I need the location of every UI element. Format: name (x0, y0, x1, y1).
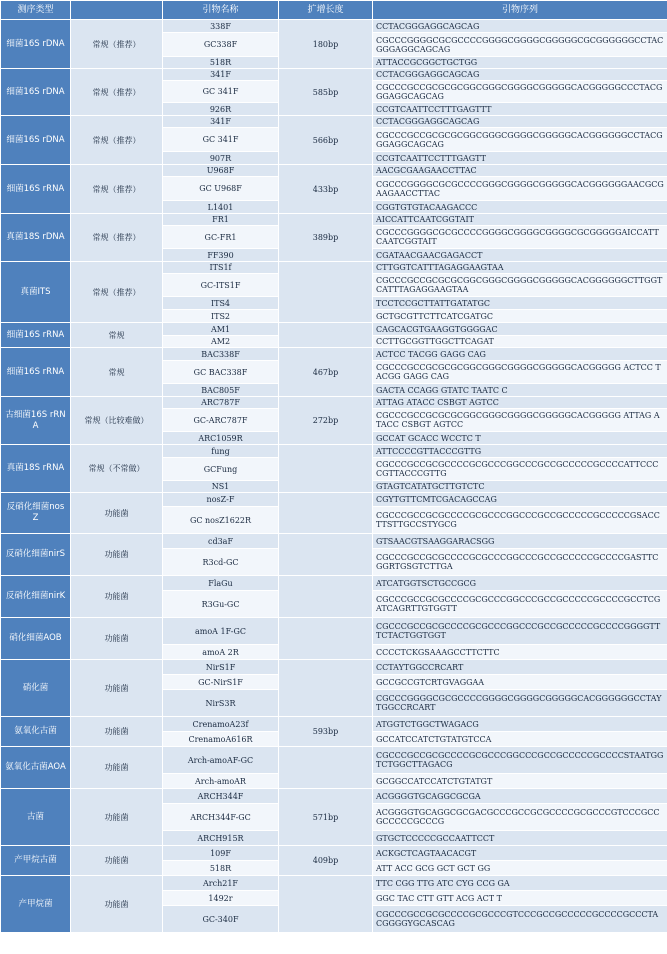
group-type-cell: 细菌16S rDNA (1, 20, 71, 69)
primer-sequence-cell: CGGTGTGTACAAGACCC (373, 201, 667, 214)
primer-row (1, 262, 667, 274)
primer-row (1, 445, 667, 458)
primer-name-cell: NirS1F (163, 660, 279, 675)
primer-name-cell: GC-340F (163, 906, 279, 933)
group-category-cell: 常规（不常做） (71, 445, 163, 493)
group-type-cell: 反硝化细菌nosZ (1, 493, 71, 534)
primer-sequence-cell: CCGTCAATTCCTTTGAGTTT (373, 103, 667, 116)
primer-sequence-cell: GTSAACGTSAAGGARACSGG (373, 534, 667, 549)
primer-name-cell: ARCH915R (163, 831, 279, 846)
group-type-cell: 细菌16S rRNA (1, 165, 71, 214)
primer-sequence-cell: CGCCCGCCGCGCCCCGCGCCCGGCCCGCCGCCCCCGCCCCSTAATGGTCTGGCTTAGACG (373, 747, 667, 774)
primer-row (1, 576, 667, 591)
primer-row (1, 20, 667, 33)
primer-sequence-cell: GCGGCCATCCATCTGTATGT (373, 774, 667, 789)
amplicon-length-cell: 467bp (279, 348, 373, 397)
amplicon-length-cell: 571bp (279, 789, 373, 846)
primer-sequence-cell: CGCCCGCCGCGCGCGGCGGGCGGGGCGGGGGCACGGGGG ACTCC TACGG GAGG CAG (373, 361, 667, 384)
primer-name-cell: Arch-amoAR (163, 774, 279, 789)
primer-name-cell: 338F (163, 20, 279, 33)
header-length: 扩增长度 (279, 1, 373, 20)
primer-row (1, 747, 667, 774)
primer-sequence-cell: CCTACGGGAGGCAGCAG (373, 69, 667, 81)
amplicon-length-cell (279, 618, 373, 660)
group-category-cell: 功能菌 (71, 576, 163, 618)
primer-name-cell: GC-ITS1F (163, 274, 279, 297)
group-type-cell: 产甲烷古菌 (1, 846, 71, 876)
primer-row (1, 69, 667, 81)
primer-sequence-cell: CGCCCGCCGCGCGCGGCGGGCGGGGCGGGGGCACGGGGG ATTAG ATACC CSBGT AGTCC (373, 409, 667, 432)
primer-name-cell: cd3aF (163, 534, 279, 549)
primer-name-cell: FR1 (163, 214, 279, 226)
group-type-cell: 产甲烷菌 (1, 876, 71, 933)
primer-row (1, 789, 667, 804)
primer-sequence-cell: GGC TAC CTT GTT ACG ACT T (373, 891, 667, 906)
primer-row (1, 348, 667, 361)
group-category-cell: 功能菌 (71, 789, 163, 846)
primer-sequence-cell: CGCCCGCCGCGCCCCGCGCCCGGCCCGCCGCCCCCGCCCCGCCTCGATCAGRTTGTGGTT (373, 591, 667, 618)
group-category-cell: 常规（比较难做） (71, 397, 163, 445)
primer-sequence-cell: ATTACCGCGGCTGCTGG (373, 57, 667, 69)
header-type: 测序类型 (1, 1, 71, 20)
primer-name-cell: Arch21F (163, 876, 279, 891)
primer-sequence-cell: CGCCCGCCGCGCGCGGCGGGCGGGGCGGGGGCACGGGGGGCCTACGGGAGGCAGCAG (373, 128, 667, 152)
primer-row (1, 534, 667, 549)
primer-row (1, 397, 667, 409)
primer-name-cell: 109F (163, 846, 279, 861)
header-row (1, 1, 667, 20)
primer-name-cell: 926R (163, 103, 279, 116)
amplicon-length-cell: 389bp (279, 214, 373, 262)
primer-name-cell: GC BAC338F (163, 361, 279, 384)
group-category-cell: 功能菌 (71, 846, 163, 876)
header-name: 引物名称 (163, 1, 279, 20)
primer-sequence-cell: CGCCCGGGGCGCGCCCCGGGCGGGGCGGGGGCACGGGGGGAACGCGAAGAACCTTAC (373, 177, 667, 201)
group-type-cell: 硝化细菌AOB (1, 618, 71, 660)
header-sequence: 引物序列 (373, 1, 667, 20)
primer-name-cell: AM1 (163, 323, 279, 336)
primer-name-cell: GC338F (163, 33, 279, 57)
primer-sequence-cell: TCCTCCGCTTATTGATATGC (373, 297, 667, 310)
primer-name-cell: ITS4 (163, 297, 279, 310)
group-category-cell: 常规（推荐） (71, 262, 163, 323)
primer-name-cell: 1492r (163, 891, 279, 906)
primer-sequence-cell: CAGCACGTGAAGGTGGGGAC (373, 323, 667, 336)
group-category-cell: 功能菌 (71, 618, 163, 660)
amplicon-length-cell: 566bp (279, 116, 373, 165)
primer-name-cell: 341F (163, 116, 279, 128)
primer-name-cell: FF390 (163, 249, 279, 262)
primer-name-cell: R3cd-GC (163, 549, 279, 576)
primer-sequence-cell: CTTGGTCATTTAGAGGAAGTAA (373, 262, 667, 274)
primer-row (1, 660, 667, 675)
group-type-cell: 反硝化细菌nirS (1, 534, 71, 576)
group-category-cell: 功能菌 (71, 717, 163, 747)
primer-sequence-cell: ATTCCCCGTTACCCGTTG (373, 445, 667, 458)
amplicon-length-cell (279, 445, 373, 493)
primer-sequence-cell: CGYTGTTCMTCGACAGCCAG (373, 493, 667, 507)
primer-sequence-cell: GCCGCCGTCRTGVAGGAA (373, 675, 667, 690)
primer-sequence-cell: CCCCTCKGSAAAGCCTTCTTC (373, 645, 667, 660)
primer-row (1, 876, 667, 891)
primer-sequence-cell: CCTACGGGAGGCAGCAG (373, 116, 667, 128)
primer-sequence-cell: CGCCCGCCGCGCGCGGCGGGCGGGGCGGGGGCACGGGGGCCCTACGGGAGGCAGCAG (373, 81, 667, 103)
primer-name-cell: NirS3R (163, 690, 279, 717)
primer-row (1, 116, 667, 128)
amplicon-length-cell: 593bp (279, 717, 373, 747)
group-category-cell: 常规（推荐） (71, 165, 163, 214)
group-type-cell: 古细菌16S rRNA (1, 397, 71, 445)
primer-sequence-cell: ATGGTCTGGCTWAGACG (373, 717, 667, 732)
group-category-cell: 功能菌 (71, 876, 163, 933)
group-category-cell: 常规（推荐） (71, 116, 163, 165)
amplicon-length-cell (279, 660, 373, 717)
primer-name-cell: fung (163, 445, 279, 458)
primer-sequence-cell: TTC CGG TTG ATC CYG CCG GA (373, 876, 667, 891)
amplicon-length-cell (279, 534, 373, 576)
primer-name-cell: GC 341F (163, 128, 279, 152)
primer-name-cell: GC 341F (163, 81, 279, 103)
primer-name-cell: AM2 (163, 336, 279, 348)
group-category-cell: 常规 (71, 323, 163, 348)
primer-name-cell: ARCH344F (163, 789, 279, 804)
primer-name-cell: L1401 (163, 201, 279, 214)
primer-name-cell: FlaGu (163, 576, 279, 591)
primer-sequence-cell: CCTACGGGAGGCAGCAG (373, 20, 667, 33)
primer-row (1, 165, 667, 177)
amplicon-length-cell: 272bp (279, 397, 373, 445)
group-type-cell: 细菌16S rDNA (1, 116, 71, 165)
primer-row (1, 618, 667, 645)
group-category-cell: 功能菌 (71, 534, 163, 576)
amplicon-length-cell: 409bp (279, 846, 373, 876)
group-type-cell: 氨氧化古菌AOA (1, 747, 71, 789)
primer-name-cell: 518R (163, 57, 279, 69)
primer-sequence-cell: CGCCCGCCGCGCCCCGCGCCCGGCCCGCCGCCCCCGCCCCATTCCCCGTTACCCGTTG (373, 458, 667, 481)
amplicon-length-cell (279, 493, 373, 534)
primer-name-cell: GC-ARC787F (163, 409, 279, 432)
group-type-cell: 真菌18S rRNA (1, 445, 71, 493)
primer-row (1, 846, 667, 861)
primer-sequence-cell: GTAGTCATATGCTTGTCTC (373, 481, 667, 493)
primer-name-cell: amoA 1F-GC (163, 618, 279, 645)
amplicon-length-cell: 433bp (279, 165, 373, 214)
amplicon-length-cell (279, 747, 373, 789)
primer-name-cell: 907R (163, 152, 279, 165)
primer-sequence-cell: CGCCCGCCGCGCCCCGCGCCCGGCCCGCCGCCCCCGCCCCGGGGTTTCTACTGGTGGT (373, 618, 667, 645)
group-type-cell: 细菌16S rRNA (1, 348, 71, 397)
primer-name-cell: 518R (163, 861, 279, 876)
primer-name-cell: ITS1f (163, 262, 279, 274)
amplicon-length-cell (279, 323, 373, 348)
primer-sequence-cell: ATTAG ATACC CSBGT AGTCC (373, 397, 667, 409)
amplicon-length-cell (279, 262, 373, 323)
group-type-cell: 真菌ITS (1, 262, 71, 323)
primer-name-cell: GCFung (163, 458, 279, 481)
primer-sequence-cell: ATT ACC GCG GCT GCT GG (373, 861, 667, 876)
primer-name-cell: CrenamoA23f (163, 717, 279, 732)
primer-sequence-cell: GACTA CCAGG GTATC TAATC C (373, 384, 667, 397)
group-category-cell: 常规（推荐） (71, 69, 163, 116)
primer-sequence-cell: GTGCTCCCCCGCCAATTCCT (373, 831, 667, 846)
primer-sequence-cell: CCGTCAATTCCTTTGAGTT (373, 152, 667, 165)
primer-sequence-cell: CCTTGCGGTTGGCTTCAGAT (373, 336, 667, 348)
primer-name-cell: GC nosZ1622R (163, 507, 279, 534)
primer-sequence-cell: ACTCC TACGG GAGG CAG (373, 348, 667, 361)
primer-name-cell: CrenamoA616R (163, 732, 279, 747)
primer-sequence-cell: CGCCCGCCGCGCCCCGCGCCCGGCCCGCCGCCCCCGCCCCGASTTCGGRTGSGTCTTGA (373, 549, 667, 576)
group-type-cell: 反硝化细菌nirK (1, 576, 71, 618)
primer-sequence-cell: CGCCCGGGGCGCGCCCCGGGGCGGGGCGGGGCGCGGGGGAICCATTCAATCGGTAIT (373, 226, 667, 249)
group-category-cell: 功能菌 (71, 660, 163, 717)
amplicon-length-cell: 180bp (279, 20, 373, 69)
primer-name-cell: R3Gu-GC (163, 591, 279, 618)
group-category-cell: 常规 (71, 348, 163, 397)
primer-name-cell: GC U968F (163, 177, 279, 201)
primer-sequence-cell: CGCCCGCCGCGCCCCGCGCCCGTCCCGCCGCCCCCGCCCCGCCCTACGGGGYGCASCAG (373, 906, 667, 933)
group-category-cell: 常规（推荐） (71, 20, 163, 69)
primer-sequence-cell: CGCCCGCCGCGCCCCGCGCCCGGCCCGCCGCCCCCGCCCCCGSACCTTSTTGCCSTYGCG (373, 507, 667, 534)
primer-sequence-cell: GCCATCCATCTGTATGTCCA (373, 732, 667, 747)
primer-sequence-cell: CGCCCGGGGCGCGCCCCGGGGCGGGGCGGGGGCGCGGGGGGCCTACGGGAGGCAGCAG (373, 33, 667, 57)
primer-name-cell: ARC787F (163, 397, 279, 409)
amplicon-length-cell (279, 576, 373, 618)
primer-name-cell: U968F (163, 165, 279, 177)
primer-name-cell: Arch-amoAF-GC (163, 747, 279, 774)
primer-sequence-cell: CGATAACGAACGAGACCT (373, 249, 667, 262)
primer-sequence-cell: CGCCCGGGGCGCGCCCCGGGGCGGGGCGGGGGCACGGGGGGCCTAYTGGCCRCART (373, 690, 667, 717)
primer-sequence-cell: GCTGCGTTCTTCATCGATGC (373, 310, 667, 323)
group-type-cell: 真菌18S rDNA (1, 214, 71, 262)
primer-row (1, 717, 667, 732)
primer-row (1, 323, 667, 336)
primer-name-cell: GC-NirS1F (163, 675, 279, 690)
primer-sequence-cell: ACKGCTCAGTAACACGT (373, 846, 667, 861)
primer-sequence-cell: ACGGGGTGCAGGCGCGACGCCCGCCGCGCCCCGCGCCCGTCCCGCCGCCCCCGCCCG (373, 804, 667, 831)
group-category-cell: 功能菌 (71, 747, 163, 789)
primer-row (1, 493, 667, 507)
primer-sequence-cell: AACGCGAAGAACCTTAC (373, 165, 667, 177)
primer-name-cell: ARCH344F-GC (163, 804, 279, 831)
primer-name-cell: GC-FR1 (163, 226, 279, 249)
primer-sequence-cell: ACGGGGTGCAGGCGCGA (373, 789, 667, 804)
primer-name-cell: amoA 2R (163, 645, 279, 660)
primer-name-cell: NS1 (163, 481, 279, 493)
primer-name-cell: ITS2 (163, 310, 279, 323)
primer-name-cell: ARC1059R (163, 432, 279, 445)
group-type-cell: 细菌16S rRNA (1, 323, 71, 348)
group-type-cell: 氨氧化古菌 (1, 717, 71, 747)
group-category-cell: 常规（推荐） (71, 214, 163, 262)
amplicon-length-cell: 585bp (279, 69, 373, 116)
primer-sequence-cell: ATCATGGTSCTGCCGCG (373, 576, 667, 591)
primer-sequence-cell: CGCCCGCCGCGCGCGGCGGGCGGGGCGGGGGCACGGGGGGCTTGGTCATTTAGAGGAAGTAA (373, 274, 667, 297)
primer-name-cell: nosZ-F (163, 493, 279, 507)
group-category-cell: 功能菌 (71, 493, 163, 534)
group-type-cell: 古菌 (1, 789, 71, 846)
primer-name-cell: BAC805F (163, 384, 279, 397)
primer-sequence-cell: AICCATTCAATCGGTAIT (373, 214, 667, 226)
primer-sequence-cell: GCCAT GCACC WCCTC T (373, 432, 667, 445)
primer-sequence-cell: CCTAYTGGCCRCART (373, 660, 667, 675)
primer-row (1, 214, 667, 226)
group-type-cell: 硝化菌 (1, 660, 71, 717)
primer-name-cell: 341F (163, 69, 279, 81)
header-category (71, 1, 163, 20)
group-type-cell: 细菌16S rDNA (1, 69, 71, 116)
primer-name-cell: BAC338F (163, 348, 279, 361)
amplicon-length-cell (279, 876, 373, 933)
